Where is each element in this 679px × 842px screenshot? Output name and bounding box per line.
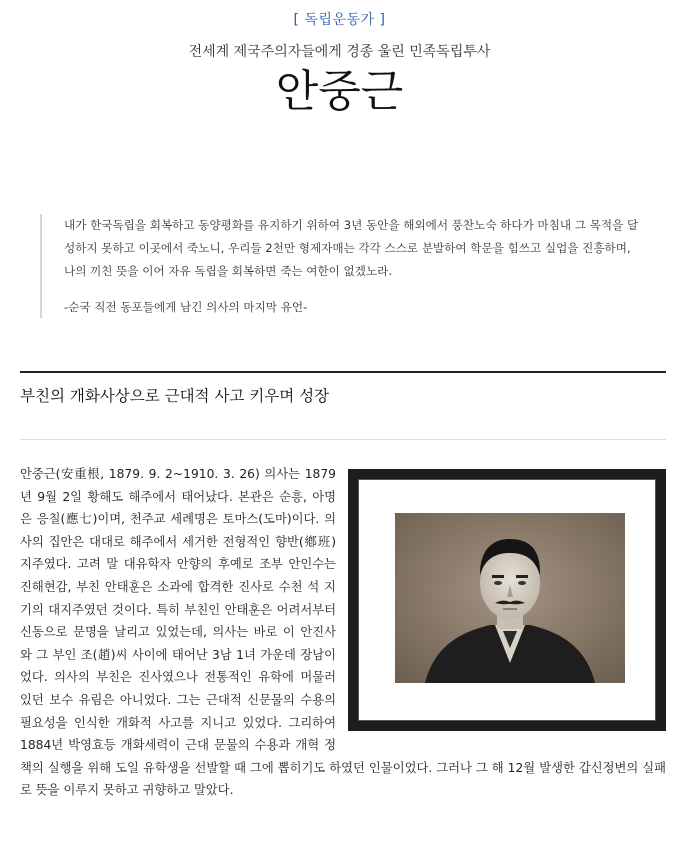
quote-source: -순국 직전 동포들에게 남긴 의사의 마지막 유언- <box>64 300 308 314</box>
heading-divider <box>20 439 666 440</box>
section-divider <box>20 371 666 373</box>
portrait-photo <box>395 513 625 683</box>
page-title: 안중근 <box>275 66 404 117</box>
article-paragraph: 안중근(安重根, 1879. 9. 2~1910. 3. 26) 의사는 1879년 9월 2일 황해도 해주에서 태어났다. 본관은 순흥, 아명은 응칠(應七)이며, 천주교 세례명은 토마스(도마)이다. 의사의 집안은 대대로 해주에서 세거한 전형적인 향반(鄕班) 지주였다. 고려 말 대유학자 안향의 후예로 조부 안인수는 진해현감, 부친 안태훈은 소과에 합격한 진사로 수천 석 지기의 대지주였던 것이다. 특히 부친인 안태훈은 어려서부터 신동으로 문명을 날리고 있었는데, 의사는 바로 이 안진사와 그 부인 조(趙)씨 사이에 태어난 3남 1녀 가운데 장남이었다. 의사의 부친은 진사였으나 전통적인 유학에 머물러 있던 보수 유림은 아니었다. 그는 근대적 신문물의 수용의 필요성을 인식한 개화적 사고를 지니고 있었다. 그리하여 1884년 박영효등 개화세력이 근대 문물의 수용과 개혁 정책의 실행을 위해 도일 유학생을 선발할 때 그에 뽑히기도 하였던 인물이었다. 그러나 그 해 12월 발생한 갑신정변의 실패로 뜻을 이루지 못하고 귀향하고 말았다. <box>20 467 666 798</box>
portrait-frame <box>348 469 666 731</box>
portrait-mat <box>358 479 656 721</box>
quote-block <box>40 214 640 318</box>
quote-text: 내가 한국독립을 회복하고 동양평화를 유지하기 위하여 3년 동안을 해외에서 풍찬노숙 하다가 마침내 그 목적을 달성하지 못하고 이곳에서 죽노니, 우리들 2천만 형제자매는 각각 스스로 분발하여 학문을 힘쓰고 실업을 진흥하며, 나의 끼친 뜻을 이어 자유 독립을 회복하면 죽는 여한이 없겠노라. <box>64 218 639 278</box>
subtitle: 전세계 제국주의자들에게 경종 울린 민족독립투사 <box>188 44 491 60</box>
category-label: [ 독립운동가 ] <box>293 12 386 28</box>
section-heading: 부친의 개화사상으로 근대적 사고 키우며 성장 <box>20 387 330 405</box>
article-body <box>20 463 666 802</box>
